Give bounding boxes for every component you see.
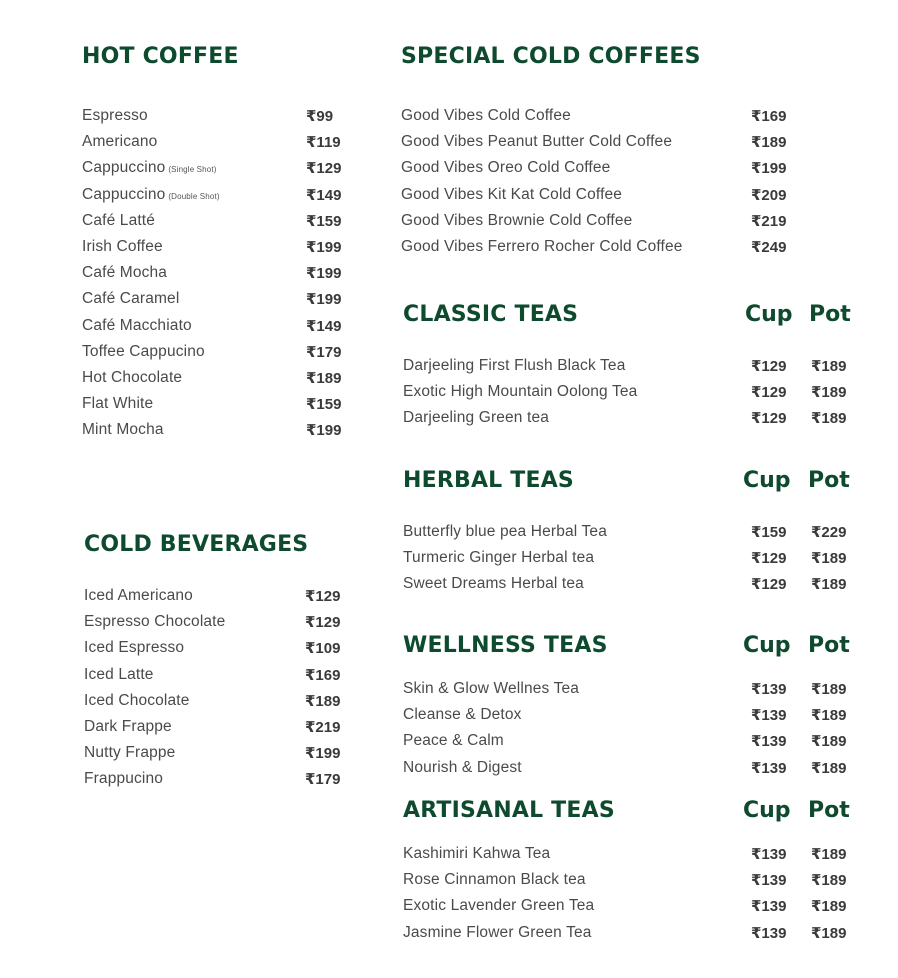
cup-price: ₹139 [751,733,787,751]
item-name: Exotic Lavender Green Tea [403,897,595,915]
pot-price: ₹189 [811,924,847,942]
item-name-text: Cappuccino [82,159,166,177]
section-title: HERBAL TEAS [403,468,574,493]
pot-price: ₹189 [811,576,847,594]
item-name [82,186,220,204]
item-name: Good Vibes Oreo Cold Coffee [401,159,611,177]
item-price: ₹219 [751,212,787,230]
cup-price: ₹139 [751,707,787,725]
item-name: Café Latté [82,211,156,229]
item-price: ₹159 [306,396,342,414]
cup-column-header: Cup [745,302,793,327]
pot-price: ₹229 [811,524,847,541]
cup-price: ₹139 [751,846,787,863]
item-name: Nourish & Digest [403,758,522,776]
item-price: ₹189 [305,692,341,710]
item-price: ₹159 [306,212,342,230]
item-name: Irish Coffee [82,237,163,255]
pot-price: ₹189 [811,681,847,698]
item-name: Toffee Cappucino [82,342,205,360]
pot-column-header: Pot [809,302,851,327]
cup-column-header: Cup [743,798,791,823]
item-price: ₹119 [306,134,341,152]
pot-price: ₹189 [811,846,847,863]
cup-column-header: Cup [743,468,791,493]
item-name: Good Vibes Ferrero Rocher Cold Coffee [401,237,683,255]
item-price: ₹199 [306,238,342,256]
item-name: Espresso Chocolate [84,613,226,631]
item-price: ₹99 [306,108,334,125]
item-name: Dark Frappe [84,717,172,735]
item-name: Café Caramel [82,290,180,308]
classic-teas-section [403,302,863,442]
item-name: Flat White [82,395,154,413]
item-name: Peace & Calm [403,732,504,750]
item-name: Darjeeling First Flush Black Tea [403,357,626,374]
item-price: ₹179 [306,343,342,361]
pot-price: ₹189 [811,759,847,777]
cup-price: ₹129 [751,358,787,375]
item-name: Café Mocha [82,264,168,282]
cup-price: ₹129 [751,384,787,402]
item-name-text: Cappuccino [82,185,166,203]
pot-price: ₹189 [811,358,847,375]
item-name: Hot Chocolate [82,368,183,386]
item-name: Americano [82,133,158,151]
pot-column-header: Pot [808,633,850,658]
item-name: Darjeeling Green tea [403,409,550,427]
item-price: ₹249 [751,238,787,256]
pot-price: ₹189 [811,898,847,916]
item-name [82,159,217,177]
pot-price: ₹189 [811,384,847,402]
item-name: Sweet Dreams Herbal tea [403,575,584,593]
item-price: ₹109 [305,640,341,658]
item-price: ₹149 [306,186,342,204]
item-name: Café Macchiato [82,316,192,334]
item-price: ₹199 [306,265,342,283]
item-name: Skin & Glow Wellnes Tea [403,680,580,697]
item-price: ₹129 [305,614,341,632]
item-name: Butterfly blue pea Herbal Tea [403,523,607,540]
section-title: WELLNESS TEAS [403,633,608,658]
item-name: Frappucino [84,770,164,788]
pot-price: ₹189 [811,550,847,568]
item-name: Iced Latte [84,665,154,683]
item-price: ₹129 [305,588,341,605]
artisanal-teas-section [403,798,863,958]
item-price: ₹199 [305,745,341,763]
item-note: (Double Shot) [168,191,220,201]
section-title: CLASSIC TEAS [403,302,579,327]
cup-price: ₹139 [751,924,787,942]
item-price: ₹169 [305,666,341,684]
item-note: (Single Shot) [168,165,217,175]
section-title: COLD BEVERAGES [84,532,309,557]
pot-price: ₹189 [811,733,847,751]
pot-price: ₹189 [811,872,847,890]
item-name: Espresso [82,107,148,124]
item-name: Mint Mocha [82,421,164,439]
item-name: Good Vibes Kit Kat Cold Coffee [401,185,623,203]
cup-price: ₹129 [751,576,787,594]
item-name: Nutty Frappe [84,744,176,762]
section-title: SPECIAL COLD COFFEES [401,44,701,69]
item-name: Rose Cinnamon Black tea [403,871,586,889]
item-price: ₹219 [305,718,341,736]
item-name: Kashimiri Kahwa Tea [403,845,551,862]
item-price: ₹199 [306,422,342,440]
item-name: Exotic High Mountain Oolong Tea [403,383,638,401]
section-title: ARTISANAL TEAS [403,798,615,823]
item-price: ₹189 [751,134,787,152]
cup-price: ₹139 [751,872,787,890]
pot-column-header: Pot [808,798,850,823]
cup-price: ₹129 [751,410,787,428]
item-name: Iced Chocolate [84,691,190,709]
item-name: Iced Americano [84,587,193,604]
item-price: ₹199 [306,291,342,309]
item-name: Jasmine Flower Green Tea [403,923,592,941]
item-name: Cleanse & Detox [403,706,522,724]
herbal-teas-section [403,468,863,608]
cup-price: ₹139 [751,759,787,777]
wellness-teas-section [403,633,863,783]
hot-coffee-section [82,44,372,444]
item-price: ₹149 [306,317,342,335]
cup-column-header: Cup [743,633,791,658]
item-price: ₹209 [751,186,787,204]
section-title: HOT COFFEE [82,44,239,69]
item-price: ₹189 [306,369,342,387]
item-price: ₹129 [306,160,342,178]
item-name: Good Vibes Brownie Cold Coffee [401,211,633,229]
cup-price: ₹139 [751,898,787,916]
item-price: ₹199 [751,160,787,178]
cold-beverages-section [84,532,374,802]
item-price: ₹169 [751,108,787,125]
pot-price: ₹189 [811,410,847,428]
pot-column-header: Pot [808,468,850,493]
cup-price: ₹139 [751,681,787,698]
special-cold-coffees-section [401,44,861,264]
cup-price: ₹129 [751,550,787,568]
pot-price: ₹189 [811,707,847,725]
item-name: Good Vibes Peanut Butter Cold Coffee [401,133,673,151]
item-name: Turmeric Ginger Herbal tea [403,549,595,567]
item-price: ₹179 [305,771,341,789]
item-name: Iced Espresso [84,639,185,657]
cup-price: ₹159 [751,524,787,541]
item-name: Good Vibes Cold Coffee [401,107,571,124]
